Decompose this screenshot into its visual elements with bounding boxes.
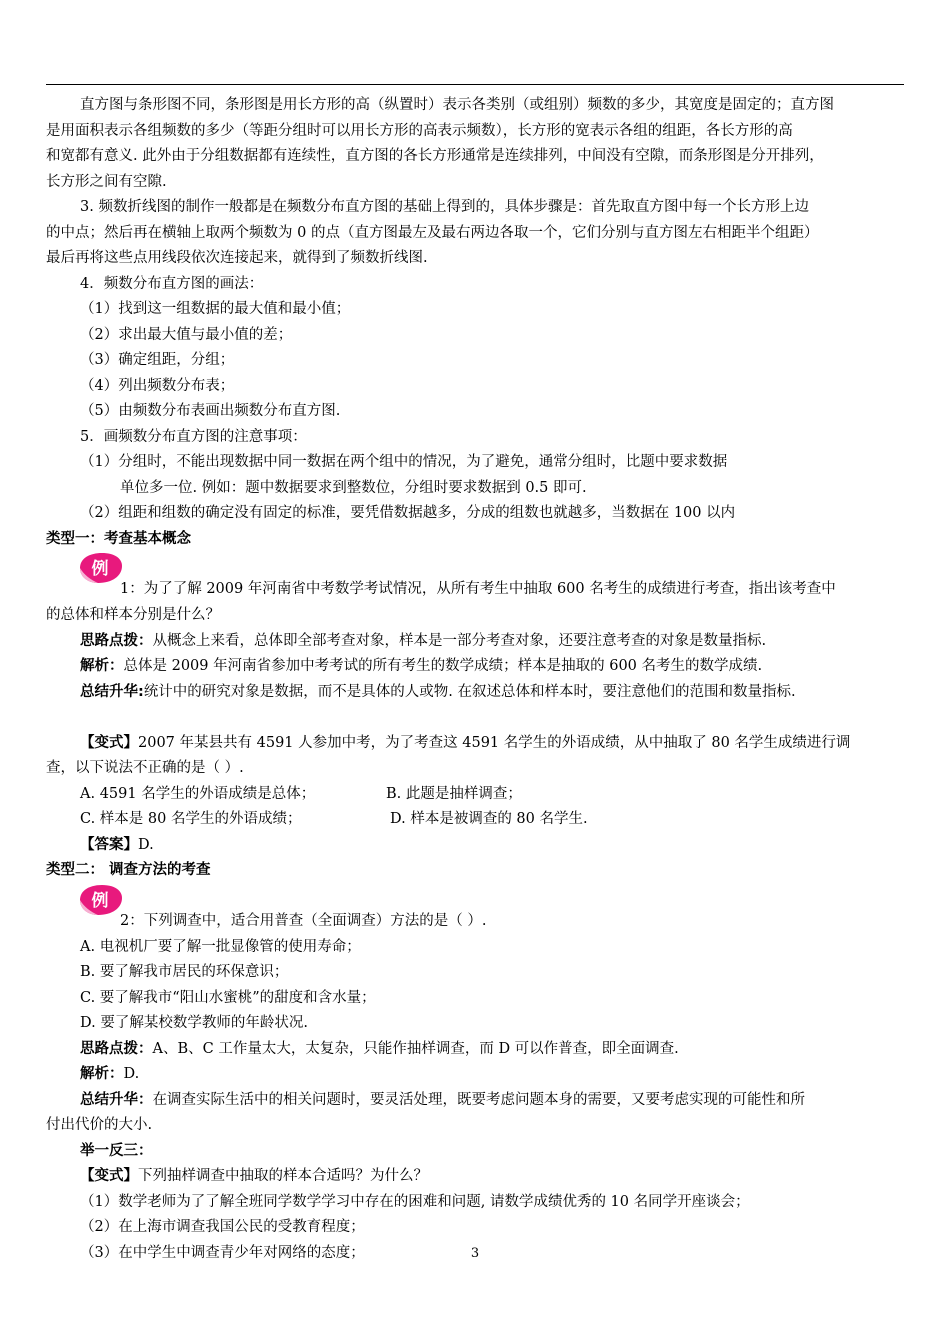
answer-text: D.	[123, 1066, 140, 1082]
hint-text: 从概念上来看，总体即全部考查对象，样本是一部分考查对象，还要注意考查的对象是数量指标.	[152, 632, 767, 649]
example-1	[46, 552, 906, 603]
practice-heading: 举一反三：	[80, 1142, 153, 1159]
answer-label: 解析：	[80, 658, 124, 674]
options-row-cd	[46, 807, 906, 833]
variant-line	[46, 1164, 906, 1190]
section-heading-type2: 类型二： 调查方法的考查	[46, 862, 211, 878]
key-line	[46, 833, 906, 859]
header-rule	[46, 84, 904, 85]
option-d: D. 样本是被调查的 80 名学生.	[390, 811, 588, 827]
list-item: （4）列出频数分布表；	[80, 377, 235, 394]
list-item: （2）组距和组数的确定没有固定的标准，要凭借数据越多，分成的组数也就越多，当数据在 100 以内	[80, 505, 736, 521]
summary-line-cont: 付出代价的大小.	[46, 1117, 153, 1133]
list-item: （1）找到这一组数据的最大值和最小值；	[80, 301, 351, 317]
choice-a: A. 电视机厂要了解一批显像管的使用寿命；	[80, 938, 361, 955]
variant-label: 【变式】	[80, 734, 138, 751]
hint-text: A、B、C 工作量太大，太复杂，只能作抽样调查，而 D 可以作普查，即全面调查.	[152, 1040, 679, 1057]
paragraph-line: 3. 频数折线图的制作一般都是在频数分布直方图的基础上得到的，具体步骤是：首先取直方图中每一个长方形上边	[80, 199, 809, 215]
example-badge-icon	[76, 884, 124, 916]
variant-text: 下列抽样调查中抽取的样本合适吗？为什么？	[138, 1168, 428, 1184]
hint-line	[46, 1037, 906, 1063]
paragraph-line: 和宽都有意义. 此外由于分组数据都有连续性，直方图的各长方形通常是连续排列，中间没有空隙，而条形图是分开排列，	[46, 148, 824, 164]
answer-line	[46, 654, 906, 680]
variant-text: 2007 年某县共有 4591 人参加中考，为了考查这 4591 名学生的外语成绩，从中抽取了 80 名学生成绩进行调	[138, 734, 851, 751]
summary-line	[46, 680, 906, 706]
summary-line	[46, 1088, 906, 1114]
variant-line	[46, 731, 906, 757]
answer-text: 总体是 2009 年河南省参加中考考试的所有考生的数学成绩；样本是抽取的 600 名考生的数学成绩.	[123, 658, 763, 674]
option-c: C. 样本是 80 名学生的外语成绩；	[80, 811, 302, 827]
summary-text: 在调查实际生活中的相关问题时，要灵活处理，既要考虑问题本身的需要，又要考虑实现的可能性和所	[152, 1091, 805, 1108]
list-item: （3）在中学生中调查青少年对网络的态度；	[80, 1244, 365, 1261]
variant-label: 【变式】	[80, 1168, 138, 1184]
option-b: B. 此题是抽样调查；	[386, 785, 522, 802]
list-item: （3）确定组距，分组；	[80, 352, 235, 368]
example-question-cont: 的总体和样本分别是什么？	[46, 607, 220, 623]
key-label: 【答案】	[80, 836, 138, 853]
choice-d: D. 要了解某校数学教师的年龄状况.	[80, 1015, 308, 1031]
summary-label: 总结升华：	[80, 1091, 153, 1108]
summary-label: 总结升华:	[80, 683, 144, 700]
svg-text:例: 例	[91, 559, 109, 579]
list-item: （1）数学老师为了了解全班同学数学学习中存在的困难和问题, 请数学成绩优秀的 10 名同学开座谈会；	[80, 1193, 750, 1210]
option-a: A. 4591 名学生的外语成绩是总体；	[80, 785, 316, 802]
list-item: （2）在上海市调查我国公民的受教育程度；	[80, 1219, 365, 1235]
list-item: （1）分组时，不能出现数据中同一数据在两个组中的情况，为了避免，通常分组时，比题中要求数据	[80, 454, 728, 470]
answer-line	[46, 1062, 906, 1088]
hint-line	[46, 629, 906, 655]
paragraph-line: 长方形之间有空隙.	[46, 173, 167, 190]
variant-line-cont: 查，以下说法不正确的是（ ）.	[46, 760, 244, 776]
paragraph-line: 的中点；然后再在横轴上取两个频数为 0 的点（直方图最左及最右两边各取一个，它们分别与直方图左右相距半个组距）	[46, 224, 819, 241]
summary-text: 统计中的研究对象是数据，而不是具体的人或物. 在叙述总体和样本时，要注意他们的范围和数量指标.	[143, 683, 796, 700]
list-item-continuation: 单位多一位. 例如：题中数据要求到整数位，分组时要求数据到 0.5 即可.	[120, 479, 587, 496]
svg-text:例: 例	[91, 890, 109, 911]
list-item: （2）求出最大值与最小值的差；	[80, 326, 293, 343]
paragraph-line: 是用面积表示各组频数的多少（等距分组时可以用长方形的高表示频数），长方形的宽表示各组的组距，各长方形的高	[46, 122, 793, 139]
key-text: D.	[138, 836, 154, 853]
document-page	[46, 93, 906, 1266]
answer-label: 解析：	[80, 1066, 124, 1082]
example-question: 1：为了了解 2009 年河南省中考数学考试情况，从所有考生中抽取 600 名考生的成绩进行考查，指出该考查中	[120, 581, 836, 597]
section-heading-type1: 类型一：考查基本概念	[46, 530, 191, 547]
page-number: 3	[470, 1246, 480, 1261]
hint-label: 思路点拨：	[80, 1040, 153, 1057]
example-badge-icon	[76, 552, 124, 584]
paragraph-line: 5．画频数分布直方图的注意事项：	[80, 428, 307, 445]
hint-label: 思路点拨：	[80, 632, 153, 649]
options-row-ab	[46, 782, 906, 808]
choice-c: C. 要了解我市“阳山水蜜桃”的甜度和含水量；	[80, 989, 376, 1006]
example-question: 2：下列调查中，适合用普查（全面调查）方法的是（ ）.	[120, 912, 487, 929]
list-item: （5）由频数分布表画出频数分布直方图.	[80, 403, 341, 419]
choice-b: B. 要了解我市居民的环保意识；	[80, 964, 289, 980]
paragraph-line: 4．频数分布直方图的画法：	[80, 275, 264, 292]
paragraph-line: 直方图与条形图不同，条形图是用长方形的高（纵置时）表示各类别（或组别）频数的多少，其宽度是固定的；直方图	[80, 97, 834, 113]
paragraph-line: 最后再将这些点用线段依次连接起来，就得到了频数折线图.	[46, 250, 428, 266]
example-2	[46, 884, 906, 935]
